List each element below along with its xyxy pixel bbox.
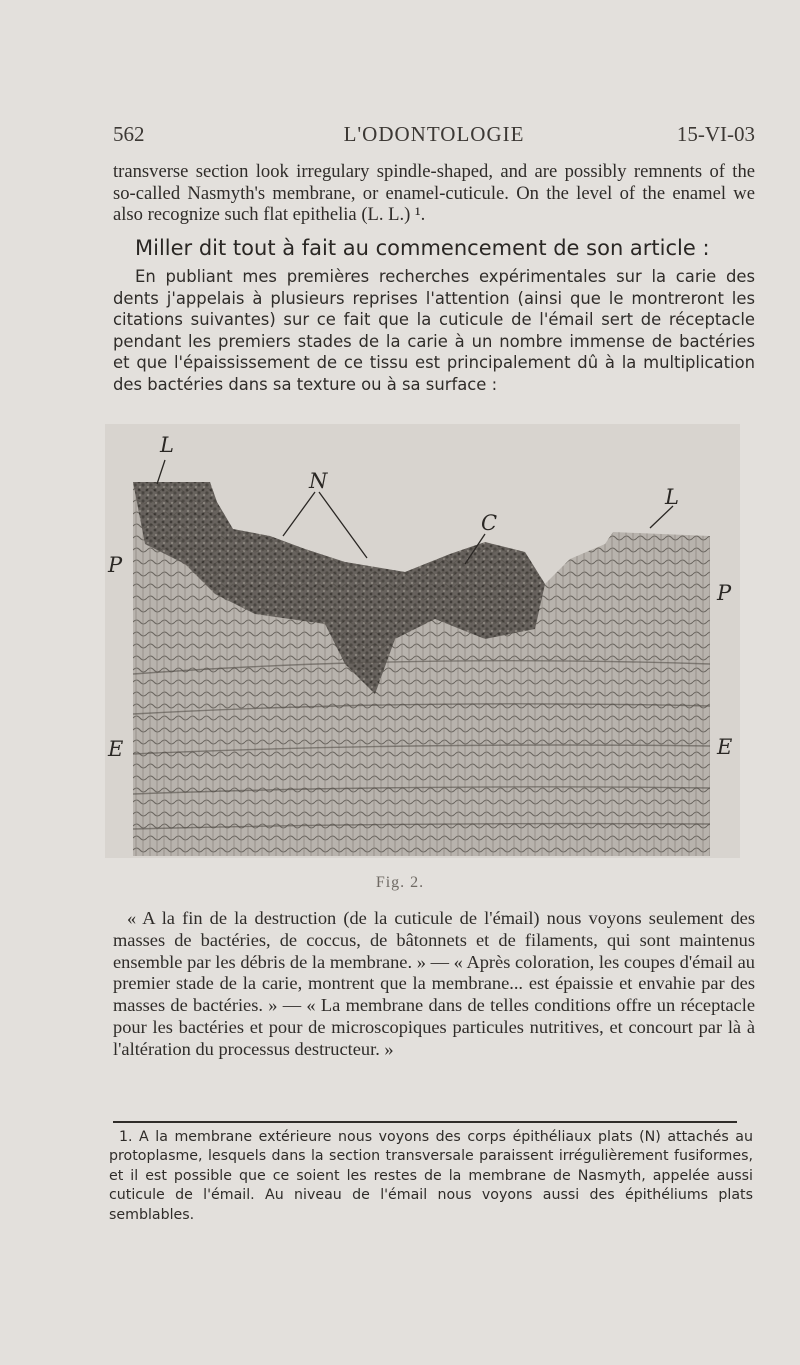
label-E-left: E: [108, 737, 124, 761]
journal-title: L'ODONTOLOGIE: [343, 122, 525, 146]
label-P-left: P: [108, 553, 123, 577]
quote-paragraph: « A la fin de la destruction (de la cuticule de l'émail) nous voyons seulement des masses de bactéries, de coccus, de bâtonnets et de filaments, qui sont maintenus ensemble par les débris de la membrane. » — « Après coloration, les coupes d'émail au premier stade de la carie, montrent que la membrane... est épaissie et envahie par des masses de bactéries. » — « La membrane dans de telles conditions offre un réceptacle pour les bactéries et pour de microscopiques particules nutritives, et concourt par là à l'altération du processus destructeur. »: [113, 908, 755, 1059]
label-L-right: L: [665, 485, 679, 509]
footnote: 1. A la membrane extérieure nous voyons des corps épithéliaux plats (N) attachés au protoplasme, lesquels dans la section transversale paraissent irrégulièrement fusiformes, et il est possible que ce soient les restes de la membrane de Nasmyth, appelée aussi cuticule de l'émail. Au niveau de l'émail nous voyons aussi des épithéliums plats semblables.: [109, 1129, 753, 1223]
french-paragraph: En publiant mes premières recherches expérimentales sur la carie des dents j'appelais à plusieurs reprises l'attention (ainsi que le montreront les citations suivantes) sur ce fait que la cuticule de l'émail sert de réceptacle pendant les premiers stades de la carie à un nombre immense de bactéries et que l'épaississement de ce tissu est principalement dû à la multiplication des bactéries dans sa texture ou à sa surface :: [113, 267, 755, 394]
section-heading: Miller dit tout à fait au commencement de son article :: [135, 236, 710, 260]
figure-caption: Fig. 2.: [375, 874, 425, 891]
micrograph-figure: [105, 424, 740, 858]
footnote-divider: [113, 1121, 737, 1123]
label-P-right: P: [717, 581, 732, 605]
micrograph-illustration: [105, 424, 740, 858]
label-E-right: E: [717, 735, 733, 759]
label-L-left: L: [160, 433, 174, 457]
english-paragraph: transverse section look irregulary spindle-shaped, and are possibly remnents of the so-called Nasmyth's membrane, or enamel-cuticule. On the level of the enamel we also recognize such flat epithelia (L. L.) ¹.: [113, 161, 755, 225]
page-number: 562: [113, 122, 145, 146]
label-C: C: [481, 511, 498, 535]
issue-date: 15-VI-03: [676, 122, 755, 146]
running-header: [113, 122, 755, 152]
label-N: N: [309, 469, 328, 493]
